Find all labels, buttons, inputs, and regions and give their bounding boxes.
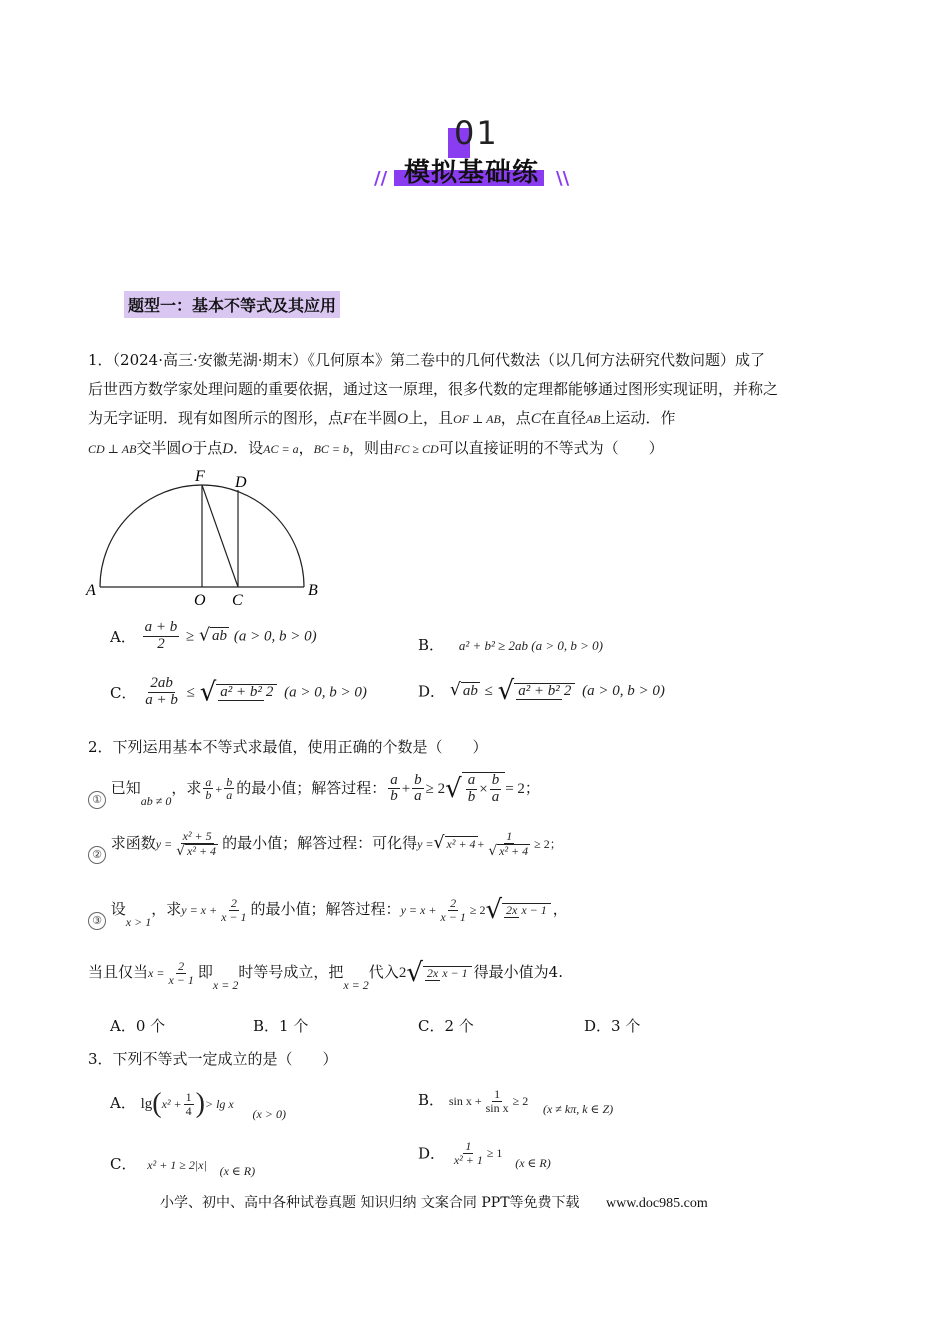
q2-option-A[interactable]: A．0 个 [110, 1017, 166, 1035]
q1-line4: CD ⊥ AB交半圆O于点D．设AC = a，BC = b，则由FC ≥ CD可以直接证明的不等式为（ ） [88, 439, 664, 457]
q3-option-A[interactable]: A． lg(x² + $\frac{1}{4}$ )> lg x $_{(x > 0)}$ [110, 1088, 286, 1121]
segment-FC [202, 485, 238, 587]
q2-item-1: ① 已知$_{ab \ne 0}$，求 $\frac{a}{b}$ + $\frac{b}{a}$ 的最小值；解答过程： $\frac{a}{b}$ + $\frac{b}{a}$ ≥ 2√ $\frac{a}{b}$ × $\frac{b}{a}$ = 2； [88, 772, 540, 809]
footer-text: 小学、初中、高中各种试卷真题 知识归纳 文案合同 PPT等免费下载 [160, 1195, 580, 1211]
q3-option-B[interactable]: B． sin x + $\frac{1}{\text{sin x}}$ ≥ 2 $_{(x \ne k\pi, k \in Z)}$ [418, 1087, 614, 1117]
footer [160, 1192, 708, 1212]
q1-line2: 后世西方数学家处理问题的重要依据，通过这一原理，很多代数的定理都能够通过图形实现证明，并称之 [88, 380, 779, 398]
q1-text-1: 《几何原本》第二卷中的几何代数法（以几何方法研究代数问题）成了 [307, 351, 766, 369]
q2-option-B[interactable]: B．1 个 [253, 1017, 309, 1035]
footer-url[interactable]: www.doc985.com [605, 1196, 708, 1211]
header-number: 01 [454, 114, 499, 152]
q2-option-D[interactable]: D．3 个 [584, 1017, 641, 1035]
q1-option-B[interactable]: B． a² + b² ≥ 2ab (a > 0, b > 0) [418, 636, 603, 654]
q1-option-D[interactable]: D． √ ab ≤ √ a² + b² 2 (a > 0, b > 0) [418, 676, 665, 706]
q1-line1 [88, 349, 765, 370]
q1-option-A[interactable]: A． $\frac{a + b}{2}$ ≥ √ ab (a > 0, b > 0) [110, 619, 317, 652]
label-A: A [86, 582, 96, 599]
header-title: 模拟基础练 [404, 158, 540, 188]
q2-option-C[interactable]: C．2 个 [418, 1017, 474, 1035]
q3-stem: 3．下列不等式一定成立的是（ ） [88, 1050, 338, 1068]
header-badge [374, 112, 580, 192]
q2-item-3: ③ 设$_{x > 1}$，求y = x + $\frac{2}{x - 1}$ 的最小值；解答过程：y = x + $\frac{2}{x - 1}$ ≥ 2√ 2x x − 1 ， [88, 895, 568, 930]
label-B: B [308, 582, 318, 599]
label-C: C [232, 592, 243, 609]
q2-item-2: ② 求函数y = $\frac{\text{x² + 5}}{\text{√ x² + 4}}$ 的最小值；解答过程：可化得y =√ x² + 4 + $\frac{1}{\text{√ x² + 4}}$ ≥ 2； [88, 830, 562, 864]
q1-number: 1． [88, 351, 113, 369]
q3-option-C[interactable]: C． x² + 1 ≥ 2|x| $_{(x \in R)}$ [110, 1155, 256, 1178]
label-D: D [235, 474, 247, 491]
label-O: O [194, 592, 206, 609]
q2-stem: 2．下列运用基本不等式求最值，使用正确的个数是（ ） [88, 738, 488, 756]
label-F: F [195, 468, 205, 485]
header-slash-left: // [374, 168, 388, 189]
q3-option-D[interactable]: D． $\frac{1}{\text{x² + 1}}$ ≥ 1 $_{(x \in R)}$ [418, 1139, 551, 1171]
semicircle-figure [80, 465, 330, 610]
header-slash-right: \\ [556, 168, 570, 189]
q1-option-C[interactable]: C． $\frac{2ab}{a + b}$ ≤ √ a² + b² 2 (a > 0, b > 0) [110, 675, 367, 708]
section-heading: 题型一：基本不等式及其应用 [124, 291, 340, 318]
q2-item-3-cont: 当且仅当x = $\frac{2}{x - 1}$ 即$_{x = 2}$时等号成立，把$_{x = 2}$代入2√ 2x x − 1 得最小值为4. [88, 958, 563, 992]
q1-line3: 为无字证明．现有如图所示的图形，点F在半圆O上，且OF ⊥ AB，点C在直径AB上运动．作 [88, 409, 676, 427]
q1-source: （2024·高三·安徽芜湖·期末） [112, 351, 308, 369]
